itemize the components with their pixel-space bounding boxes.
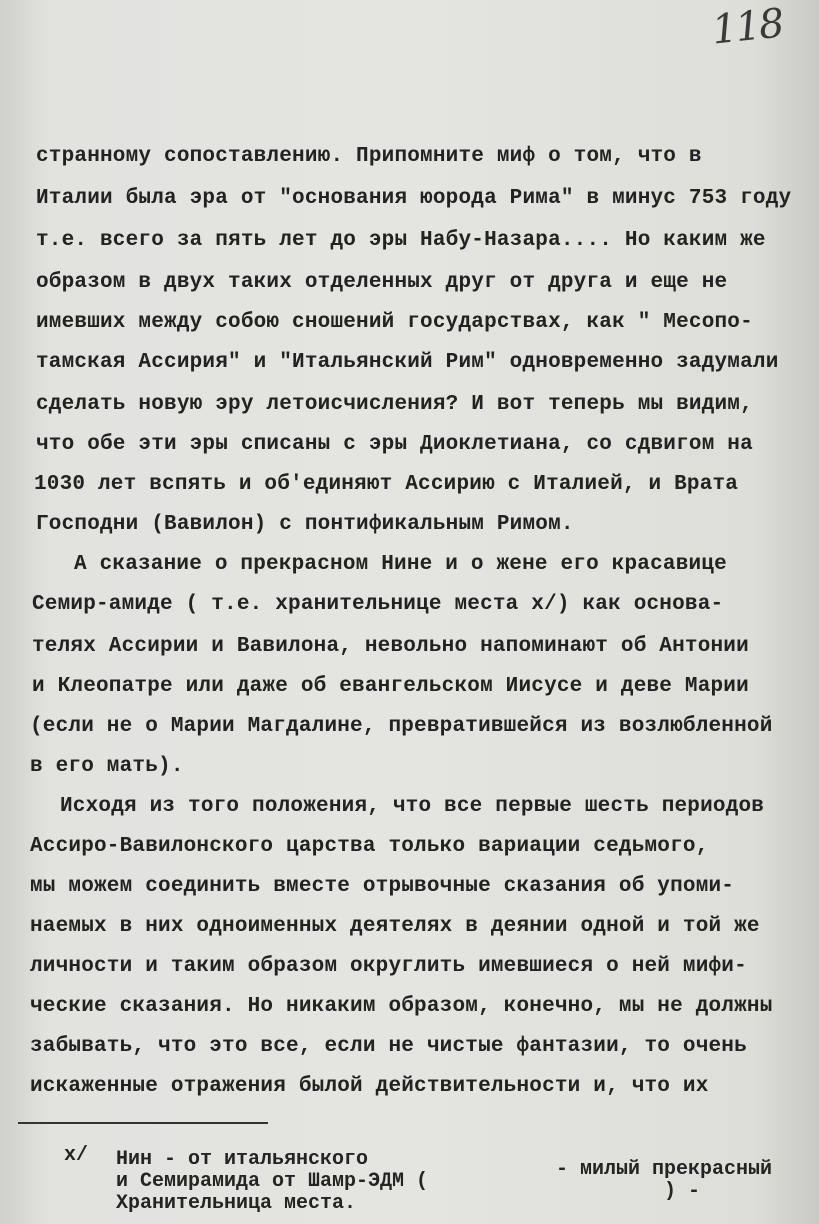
text-line: Господни (Вавилон) с понтификальным Римом. <box>36 513 574 536</box>
footnote-line: - милый прекрасный <box>556 1158 773 1181</box>
text-line: Исходя из того положения, что все первые шесть периодов <box>60 795 765 818</box>
footnote-line: и Семирамида от Шамр-ЭДМ ( <box>116 1170 429 1193</box>
text-line: в его мать). <box>30 755 184 778</box>
text-line: наемых в них одноименных деятелях в деянии одной и той же <box>30 915 760 938</box>
text-line: Семир-амиде ( т.е. хранительнице места x/) как основа- <box>32 593 724 616</box>
page-number: 118 <box>709 0 785 54</box>
text-line: забывать, что это все, если не чистые фантазии, то очень <box>30 1035 747 1058</box>
text-line: и Клеопатре или даже об евангельском Иисусе и деве Марии <box>32 675 749 698</box>
text-line: телях Ассирии и Вавилона, невольно напоминают об Антонии <box>32 635 749 658</box>
footnote-line: Хранительница места. <box>116 1192 357 1215</box>
text-line: имевших между собою сношений государствах, как " Месопо- <box>36 311 753 334</box>
text-line: что обе эти эры списаны с эры Диоклетиана, со сдвигом на <box>36 433 753 456</box>
text-line: странному сопоставлению. Припомните миф о том, что в <box>36 145 702 168</box>
text-line: ческие сказания. Но никаким образом, конечно, мы не должны <box>30 995 773 1018</box>
footnote-divider <box>18 1122 268 1124</box>
text-line: Ассиро-Вавилонского царства только вариации седьмого, <box>30 835 709 858</box>
text-line: образом в двух таких отделенных друг от друга и еще не <box>36 271 728 294</box>
text-line: (если не о Марии Магдалине, превратившейся из возлюбленной <box>30 715 773 738</box>
footnote-line: ) - <box>664 1180 701 1203</box>
text-line: сделать новую эру летоисчисления? И вот теперь мы видим, <box>36 393 753 416</box>
text-line: т.е. всего за пять лет до эры Набу-Назара.... Но каким же <box>36 229 766 252</box>
text-line: 1030 лет вспять и об'единяют Ассирию с Италией, и Врата <box>34 473 739 496</box>
footnote-line: Нин - от итальянского <box>116 1148 369 1171</box>
text-line: личности и таким образом округлить имевшиеся о ней мифи- <box>30 955 747 978</box>
text-line: тамская Ассирия" и "Итальянский Рим" одновременно задумали <box>36 351 779 374</box>
text-line: искаженные отражения былой действительности и, что их <box>30 1075 709 1098</box>
text-line: мы можем соединить вместе отрывочные сказания об упоми- <box>30 875 735 898</box>
text-line: А сказание о прекрасном Нине и о жене его красавице <box>74 553 727 576</box>
footnote-marker: x/ <box>64 1144 89 1167</box>
text-line: Италии была эра от "основания юорода Рима" в минус 753 году <box>36 187 792 210</box>
